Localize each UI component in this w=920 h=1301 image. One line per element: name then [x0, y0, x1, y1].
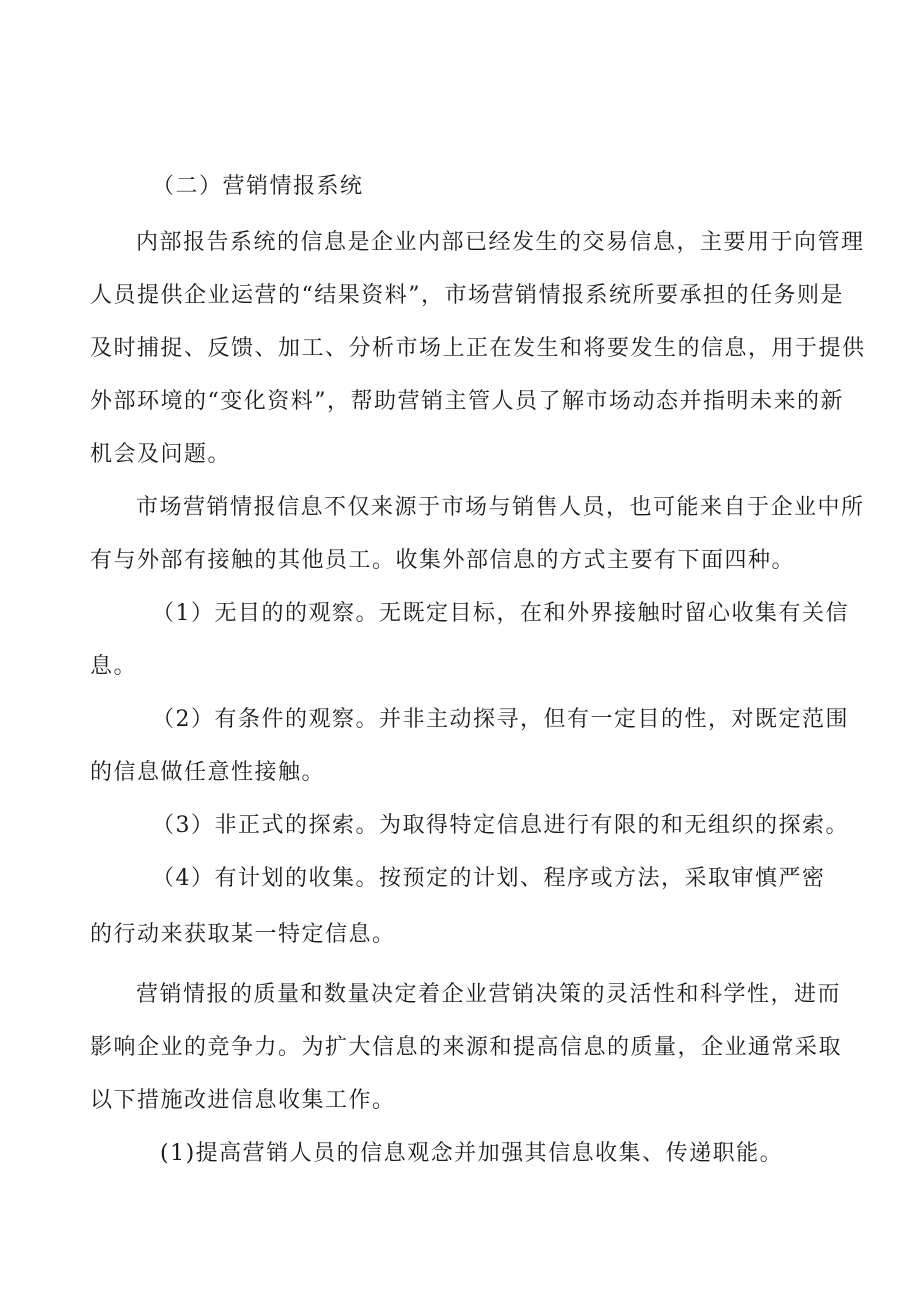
- list-item: （3）非正式的探索。为取得特定信息进行有限的和无组织的探索。: [152, 813, 849, 838]
- paragraph-line: 以下措施改进信息收集工作。: [90, 1088, 396, 1113]
- paragraph-line: 机会及问题。: [90, 442, 232, 467]
- list-item-continuation: 的信息做任意性接触。: [90, 760, 326, 785]
- paragraph-line: 市场营销情报信息不仅来源于市场与销售人员，也可能来自于企业中所: [136, 495, 865, 520]
- paragraph-line: 有与外部有接触的其他员工。收集外部信息的方式主要有下面四种。: [90, 548, 796, 573]
- paragraph-line: 人员提供企业运营的“结果资料”，市场营销情报系统所要承担的任务则是: [90, 283, 844, 308]
- list-item-continuation: 的行动来获取某一特定信息。: [90, 922, 396, 947]
- paragraph-line: 外部环境的“变化资料”，帮助营销主管人员了解市场动态并指明未来的新: [90, 389, 844, 414]
- list-item: （2）有条件的观察。并非主动探寻，但有一定目的性，对既定范围: [152, 707, 849, 732]
- list-item-continuation: 息。: [90, 654, 138, 679]
- list-item: （1）无目的的观察。无既定目标，在和外界接触时留心收集有关信: [152, 601, 849, 626]
- paragraph-line: 影响企业的竞争力。为扩大信息的来源和提高信息的质量，企业通常采取: [90, 1035, 843, 1060]
- paragraph-line: 营销情报的质量和数量决定着企业营销决策的灵活性和科学性，进而: [136, 982, 842, 1007]
- list-item: （4）有计划的收集。按预定的计划、程序或方法，采取审慎严密: [152, 866, 826, 891]
- paragraph-line: 内部报告系统的信息是企业内部已经发生的交易信息，主要用于向管理: [136, 230, 865, 255]
- paragraph-line: 及时捕捉、反馈、加工、分析市场上正在发生和将要发生的信息，用于提供: [90, 336, 866, 361]
- section-heading: （二）营销情报系统: [152, 174, 364, 199]
- list-item: (1)提高营销人员的信息观念并加强其信息收集、传递职能。: [160, 1141, 784, 1166]
